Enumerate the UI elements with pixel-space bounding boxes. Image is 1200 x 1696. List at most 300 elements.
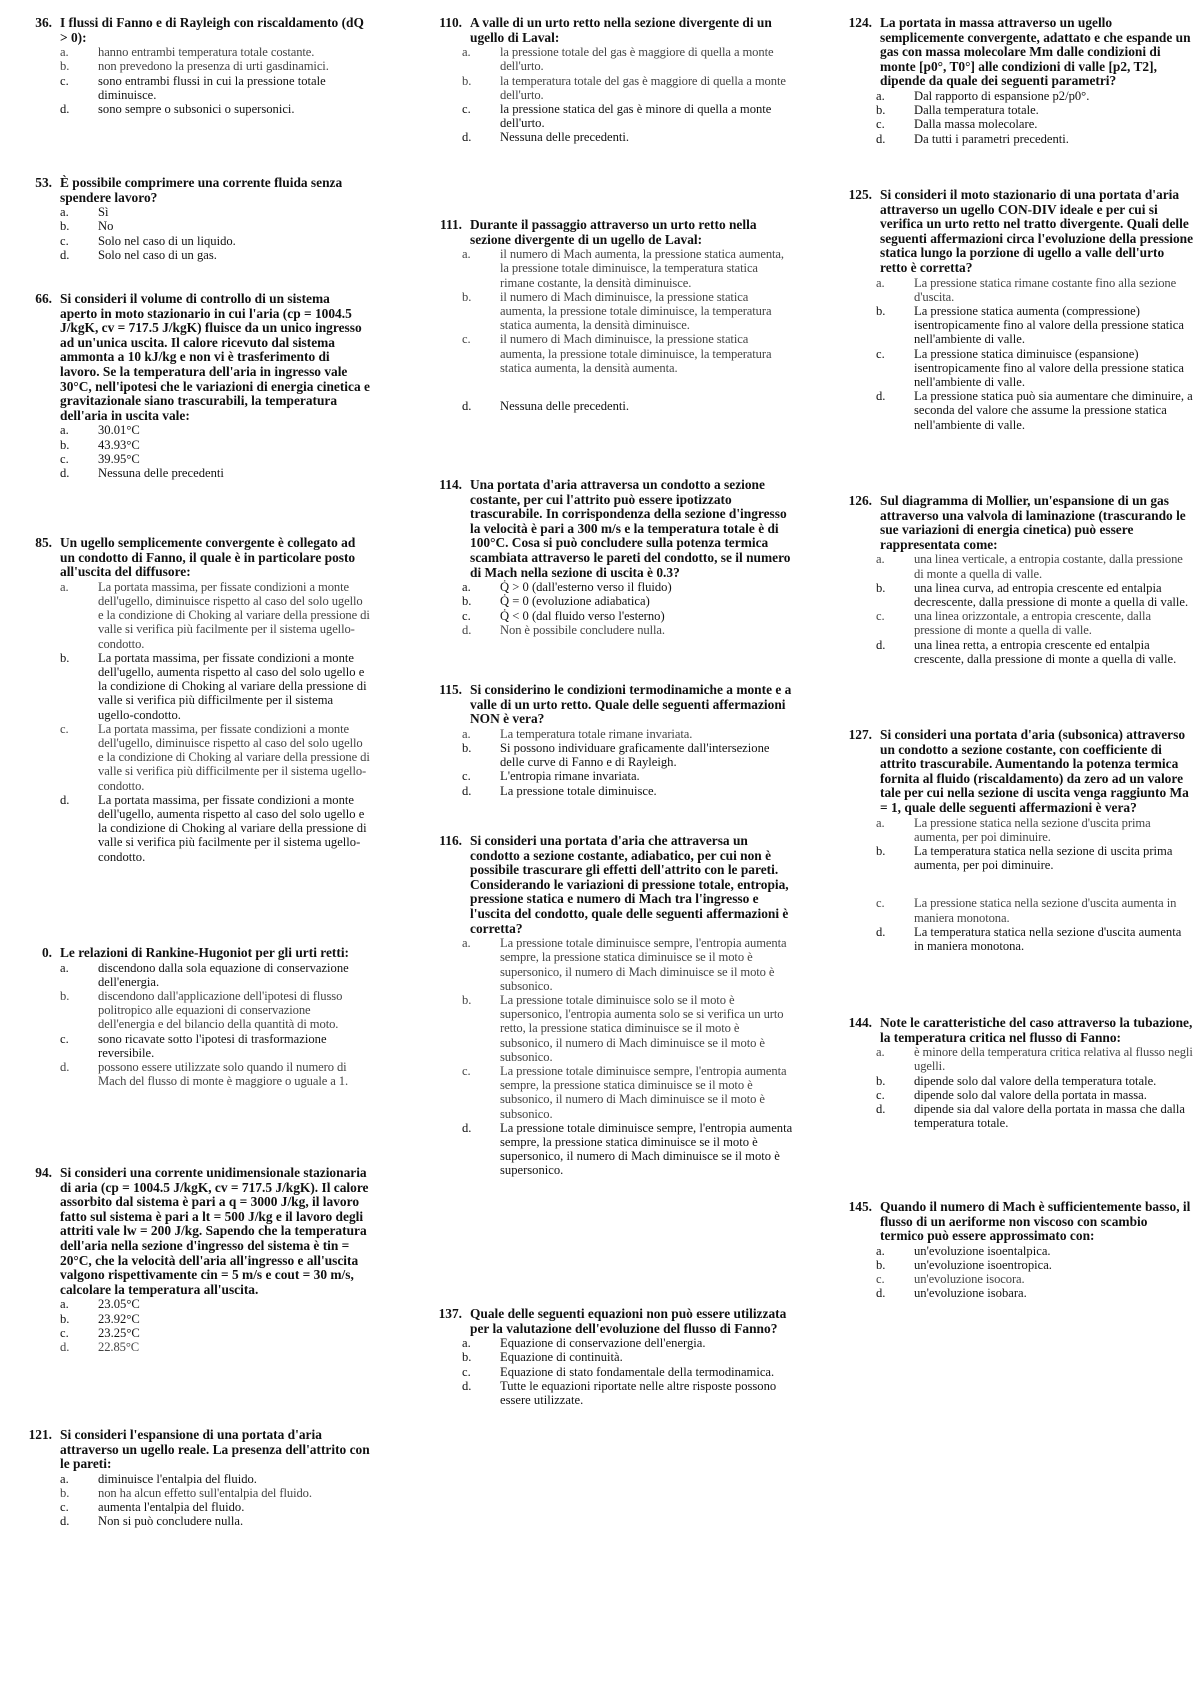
answer-option [428,936,794,993]
option-letter: b. [60,1311,70,1326]
question [838,188,1194,432]
answer-option [8,722,370,793]
option-text: 23.25°C [98,1325,140,1340]
question-number: 36. [35,15,52,30]
option-text: La temperatura statica nella sezione di uscita prima aumenta, per poi diminuire. [914,843,1173,873]
answer-option [428,594,794,608]
option-letter: b. [462,992,472,1007]
answer-option [428,623,794,637]
question-header [838,494,1194,552]
answer-option [838,1258,1194,1272]
option-letter: d. [60,1060,70,1075]
option-letter: a. [60,1297,69,1312]
option-letter: d. [876,924,886,939]
option-text: dipende sia dal valore della portata in massa che dalla temperatura totale. [914,1102,1186,1131]
question-text: Quale delle seguenti equazioni non può essere utilizzata per la valutazione dell'evoluzione del flusso di Fanno? [470,1306,787,1336]
question-number: 145. [848,1199,872,1214]
option-letter: c. [462,769,471,784]
option-letter: c. [60,1500,69,1515]
option-text: La portata massima, per fissate condizioni a monte dell'ugello, diminuisce rispetto al caso del solo ugello e la condizione di Choking al variare della pressione di valle si verifica più facilmente per il sistema ugello-condotto. [98,579,370,651]
answer-option [428,993,794,1064]
option-text: L'entropia rimane invariata. [500,769,640,784]
option-text: sono entrambi flussi in cui la pressione totale diminuisce. [98,73,326,102]
answer-option [428,1379,794,1407]
question-header [8,1166,370,1297]
option-text: Dal rapporto di espansione p2/p0°. [914,88,1090,103]
answer-option [8,1500,370,1514]
question-header [428,1307,794,1336]
option-letter: d. [462,1378,472,1393]
question-header [8,16,370,45]
question [838,1016,1194,1130]
question [838,1200,1194,1301]
answer-option [8,989,370,1032]
question-text: Si consideri il moto stazionario di una portata d'aria attraverso un ugello CON-DIV ideale e per cui si verifica un urto retto nel tratto divergente. Quali delle seguenti affermazioni circa l'evoluzione della pressione statica lungo la porzione di ugello a valle dell'urto retto è corretta? [880,187,1194,275]
answer-option [8,452,370,466]
option-letter: a. [462,247,471,262]
option-letter: d. [462,1120,472,1135]
option-text: possono essere utilizzate solo quando il numero di Mach del flusso di monte è maggiore o uguale a 1. [98,1060,349,1089]
option-letter: b. [462,1350,472,1365]
answer-option [8,1326,370,1340]
question-header [838,1200,1194,1244]
answer-option [8,1297,370,1311]
answer-option [428,290,794,333]
option-letter: c. [60,721,69,736]
question-number: 144. [848,1015,872,1030]
answer-options [8,961,370,1089]
option-text: La temperatura totale rimane invariata. [500,726,693,741]
answer-option [8,580,370,651]
option-letter: b. [60,1485,70,1500]
answer-option [428,332,794,375]
option-letter: a. [876,815,885,830]
answer-option [428,102,794,130]
question-header [838,728,1194,816]
option-letter: a. [60,579,69,594]
option-text: Non è possibile concludere nulla. [500,622,665,637]
answer-options [428,45,794,144]
answer-option [8,793,370,864]
option-letter: d. [60,1514,70,1529]
answer-option [838,1102,1194,1130]
option-text: La pressione totale diminuisce solo se il moto è supersonico, l'entropia aumenta solo se si verifica un urto retto, la pressione statica diminuisce se il moto è subsonico, il numero di Mach diminuisce se il moto è subsonico. [500,992,784,1064]
question-header [838,16,1194,89]
answer-option [838,132,1194,146]
answer-option [428,784,794,798]
question [428,218,794,413]
option-text: una linea curva, ad entropia crescente ed entalpia decrescente, dalla pressione di monte a quella di valle. [914,580,1189,609]
question [8,16,370,116]
option-text: Q̇ = 0 (evoluzione adiabatica) [500,594,650,609]
answer-options [8,1297,370,1354]
answer-option [838,389,1194,432]
answer-option [838,276,1194,304]
question [8,176,370,262]
answer-option [838,816,1194,844]
question-text: Quando il numero di Mach è sufficientemente basso, il flusso di un aeriforme non viscoso con scambio termico può essere approssimato con: [880,1199,1191,1244]
option-text: Q̇ > 0 (dall'esterno verso il fluido) [500,580,672,595]
answer-option [838,1045,1194,1073]
option-text: un'evoluzione isobara. [914,1286,1027,1301]
answer-option [8,423,370,437]
answer-options [838,276,1194,432]
question-text: Le relazioni di Rankine-Hugoniot per gli urti retti: [60,945,350,960]
answer-option [8,651,370,722]
answer-options [8,423,370,480]
option-text: Q̇ < 0 (dal fluido verso l'esterno) [500,608,665,623]
answer-option [428,1064,794,1121]
option-text: No [98,219,114,234]
option-text: Dalla temperatura totale. [914,103,1039,118]
option-text: una linea orizzontale, a entropia crescente, dalla pressione di monte a quella di valle. [914,609,1151,638]
answer-option [428,609,794,623]
option-letter: a. [462,1336,471,1351]
option-text: 39.95°C [98,451,140,466]
answer-option [428,247,794,290]
answer-option [8,466,370,480]
option-letter: b. [462,740,472,755]
question-number: 94. [35,1165,52,1180]
option-letter: c. [462,1063,471,1078]
question-number: 114. [439,477,462,492]
option-text: una linea retta, a entropia crescente ed entalpia crescente, dalla pressione di monte a quella di valle. [914,637,1177,666]
option-letter: d. [60,247,70,262]
answer-option [428,1365,794,1379]
question-header [428,478,794,580]
option-letter: a. [60,423,69,438]
option-text: La pressione statica nella sezione d'uscita prima aumenta, per poi diminuire. [914,815,1151,844]
answer-option [8,438,370,452]
option-letter: c. [462,332,471,347]
answer-option [8,1312,370,1326]
question-header [8,946,370,961]
option-letter: c. [60,1325,69,1340]
answer-option [428,399,794,413]
option-text: dipende solo dal valore della temperatura totale. [914,1073,1157,1088]
question-number: 0. [41,945,52,960]
question-header [838,188,1194,276]
option-text: aumenta l'entalpia del fluido. [98,1500,245,1515]
option-text: è minore della temperatura critica relativa al flusso negli ugelli. [914,1045,1193,1074]
option-letter: a. [60,1471,69,1486]
option-letter: c. [60,233,69,248]
question [838,728,1194,953]
option-text: non ha alcun effetto sull'entalpia del fluido. [98,1485,312,1500]
option-text: Sì [98,205,109,220]
option-letter: d. [876,131,886,146]
option-letter: b. [60,59,70,74]
answer-option [8,234,370,248]
option-text: Da tutti i parametri precedenti. [914,131,1069,146]
answer-option [8,205,370,219]
answer-option [428,580,794,594]
answer-option [8,1514,370,1528]
answer-option [8,961,370,989]
option-letter: c. [876,1087,885,1102]
option-text: Nessuna delle precedenti. [500,130,630,145]
option-text: La pressione statica rimane costante fino alla sezione d'uscita. [914,275,1177,304]
option-letter: c. [876,609,885,624]
answer-options [8,580,370,864]
answer-options [838,1244,1194,1301]
answer-options [838,89,1194,146]
option-text: la temperatura totale del gas è maggiore di quella a monte dell'urto. [500,73,786,102]
option-letter: d. [462,783,472,798]
answer-options [8,205,370,262]
option-letter: a. [60,45,69,60]
option-letter: b. [60,219,70,234]
answer-option [838,844,1194,872]
option-letter: d. [462,399,472,414]
answer-options [428,247,794,413]
question [838,16,1194,146]
question [428,478,794,637]
option-text: Equazione di stato fondamentale della termodinamica. [500,1364,775,1379]
option-letter: b. [876,1257,886,1272]
question [8,946,370,1088]
option-text: 30.01°C [98,423,140,438]
option-text: La portata massima, per fissate condizioni a monte dell'ugello, aumenta rispetto al caso del solo ugello e la condizione di Choking al variare della pressione di valle si verifica più difficilmente per il sistema ugello-condotto. [98,650,367,722]
question-number: 127. [848,727,872,742]
option-letter: c. [876,117,885,132]
question-number: 85. [35,535,52,550]
option-text: Solo nel caso di un gas. [98,247,217,262]
option-text: La pressione totale diminuisce sempre, l'entropia aumenta sempre, la pressione statica diminuisce se il moto è subsonico, il numero di Mach diminuisce se il moto è subsonico. [500,1063,787,1121]
question-number: 137. [438,1306,462,1321]
option-text: sono ricavate sotto l'ipotesi di trasformazione reversibile. [98,1031,327,1060]
answer-option [838,581,1194,609]
question-number: 111. [440,217,462,232]
question [8,1166,370,1354]
option-text: La pressione totale diminuisce. [500,783,657,798]
answer-options [838,816,1194,954]
option-letter: d. [876,1286,886,1301]
answer-option [428,1121,794,1178]
question [428,683,794,798]
answer-options [838,552,1194,666]
answer-options [838,1045,1194,1130]
question-header [8,536,370,580]
option-letter: d. [60,465,70,480]
answer-option [8,1060,370,1088]
answer-option [428,45,794,73]
option-text: Si possono individuare graficamente dall'intersezione delle curve di Fanno e di Rayleigh. [500,740,770,770]
option-letter: d. [462,622,472,637]
option-letter: c. [60,73,69,88]
option-letter: d. [876,1102,886,1116]
answer-option [838,347,1194,390]
option-letter: b. [876,843,886,858]
option-letter: c. [60,451,69,466]
option-letter: c. [60,1031,69,1046]
option-text: discendono dall'applicazione dell'ipotesi di flusso politropico alle equazioni di conservazione dell'energia e del bilancio della quantità di moto. [98,989,343,1032]
option-text: non prevedono la presenza di urti gasdinamici. [98,59,329,74]
option-letter: c. [876,896,885,911]
option-letter: a. [876,552,885,567]
option-letter: b. [60,989,70,1003]
question-number: 66. [35,291,52,306]
option-letter: b. [876,103,886,118]
question-header [8,292,370,423]
question-text: Sul diagramma di Mollier, un'espansione di un gas attraverso una valvola di laminazione (trascurando le sue variazioni di energia cinetica) può essere rappresentata come: [880,493,1186,552]
option-letter: a. [462,45,471,60]
option-letter: a. [876,88,885,103]
option-letter: b. [60,650,70,665]
answer-options [428,936,794,1177]
option-letter: c. [876,346,885,361]
answer-option [838,896,1194,924]
option-text: La pressione statica aumenta (compressione) isentropicamente fino al valore della pressione statica nell'ambiente di valle. [914,303,1184,347]
option-letter: b. [462,73,472,88]
answer-option [8,1486,370,1500]
question-text: Si consideri una portata d'aria che attraversa un condotto a sezione costante, adiabatico, per cui non è possibile trascurare gli effetti dell'attrito con le pareti. Considerando le variazioni di pressione totale, entropia, pressione statica e numero di Mach tra l'ingresso e l'uscita del condotto, quale delle seguenti affermazioni è corretta? [470,833,789,936]
option-text: hanno entrambi temperatura totale costante. [98,45,315,60]
answer-option [8,45,370,59]
question-header [428,218,794,247]
option-text: Nessuna delle precedenti [98,465,224,480]
option-letter: a. [462,726,471,741]
option-letter: d. [462,130,472,145]
answer-options [428,727,794,798]
answer-option [838,117,1194,131]
option-text: un'evoluzione isoentalpica. [914,1243,1051,1258]
question-header [8,1428,370,1472]
option-letter: d. [876,389,886,404]
option-text: Non si può concludere nulla. [98,1514,244,1529]
option-text: La temperatura statica nella sezione d'uscita aumenta in maniera monotona. [914,924,1182,953]
question-text: Un ugello semplicemente convergente è collegato ad un condotto di Fanno, il quale è in particolare posto all'uscita del diffusore: [60,535,356,580]
question-text: La portata in massa attraverso un ugello semplicemente convergente, adattato e che espande un gas con massa molecolare Mm dalle condizioni di monte [p0°, T0°] alle condizioni di valle [p2, T2], dipende da quale dei seguenti parametri? [880,15,1191,89]
question-text: È possibile comprimere una corrente fluida senza spendere lavoro? [60,175,343,205]
answer-option [838,1244,1194,1258]
option-text: la pressione totale del gas è maggiore di quella a monte dell'urto. [500,45,774,74]
option-letter: d. [60,792,70,807]
question-text: Una portata d'aria attraversa un condotto a sezione costante, per cui l'attrito può essere ipotizzato trascurabile. In corrispondenza della sezione d'ingresso la velocità è pari a 300 m/s e la temperatura totale è di 100°C. Cosa si può concludere sulla potenza termica scambiata attraverso le pareti del condotto, se il numero di Mach nella sezione di uscita è 0.3? [470,477,791,580]
option-text: Nessuna delle precedenti. [500,399,630,414]
question [428,834,794,1178]
option-text: La pressione totale diminuisce sempre, l'entropia aumenta sempre, la pressione statica diminuisce se il moto è supersonico, il numero di Mach diminuisce se il moto è supersonico. [500,1120,793,1178]
option-text: Equazione di conservazione dell'energia. [500,1336,706,1351]
answer-options [428,1336,794,1407]
question [428,16,794,145]
option-letter: d. [876,637,886,652]
option-letter: a. [462,936,471,951]
answer-option [8,59,370,73]
answer-option [8,1032,370,1060]
option-letter: a. [876,1045,885,1060]
answer-option [838,638,1194,666]
question-header [428,683,794,727]
question-number: 124. [848,15,872,30]
question-header [838,1016,1194,1045]
answer-options [8,45,370,116]
option-letter: c. [876,1272,885,1287]
option-text: 22.85°C [98,1339,140,1354]
question-text: I flussi di Fanno e di Rayleigh con riscaldamento (dQ > 0): [60,15,364,45]
option-text: la pressione statica del gas è minore di quella a monte dell'urto. [500,102,772,131]
spacer [428,375,794,399]
question-number: 53. [35,175,52,190]
option-text: 23.92°C [98,1311,140,1326]
question-text: Si consideri una corrente unidimensionale stazionaria di aria (cp = 1004.5 J/kgK, cv = 717.5 J/kgK). Il calore assorbito dal sistema è pari a q = 3000 J/kg, il lavoro fatto sul sistema è pari a lt = 500 J/kg e il lavoro degli attriti vale lw = 200 J/kg. Sapendo che la temperatura dell'aria nella sezione d'ingresso del sistema è tin = 20°C, che la velocità dell'aria all'ingresso e all'uscita valgono rispettivamente cin = 5 m/s e cout = 30 m/s, calcolare la temperatura all'uscita. [60,1165,369,1297]
answer-option [838,1286,1194,1300]
question-number: 115. [439,682,462,697]
option-letter: a. [876,275,885,290]
question-number: 126. [848,493,872,508]
answer-option [838,1088,1194,1102]
answer-options [8,1472,370,1529]
question-header [8,176,370,205]
question-text: A valle di un urto retto nella sezione divergente di un ugello di Laval: [470,15,772,45]
option-text: 23.05°C [98,1297,140,1312]
question [428,1307,794,1407]
option-text: il numero di Mach aumenta, la pressione statica aumenta, la pressione totale diminuisce, la temperatura statica rimane costante, la densità diminuisce. [500,247,784,290]
question-number: 110. [439,15,462,30]
option-text: il numero di Mach diminuisce, la pressione statica aumenta, la pressione totale diminuisce, la temperatura statica aumenta, la densità aumenta. [500,332,772,375]
question-text: Si consideri il volume di controllo di un sistema aperto in moto stazionario in cui l'aria (cp = 1004.5 J/kgK, cv = 717.5 J/kgK) fluisce da un unico ingresso ad un'unica uscita. Il calore ricevuto dal sistema ammonta a 10 kJ/kg e non vi è trasferimento di lavoro. Se la temperatura dell'aria in ingresso vale 30°C, nell'ipotesi che le variazioni di energia cinetica e gravitazionale siano trascurabili, la temperatura dell'aria in uscita vale: [60,291,370,423]
question-header [428,834,794,936]
option-letter: c. [462,608,471,623]
answer-option [8,1340,370,1354]
option-text: La pressione statica diminuisce (espansione) isentropicamente fino al valore della pressione statica nell'ambiente di valle. [914,346,1184,389]
answer-option [838,103,1194,117]
answer-option [428,741,794,769]
question-number: 125. [848,187,872,202]
option-letter: b. [876,580,886,595]
option-text: La pressione statica nella sezione d'uscita aumenta in maniera monotona. [914,896,1177,925]
answer-option [428,727,794,741]
question [8,292,370,480]
answer-option [428,1350,794,1364]
option-letter: a. [876,1243,885,1258]
answer-option [428,130,794,144]
option-text: La pressione totale diminuisce sempre, l'entropia aumenta sempre, la pressione statica diminuisce se il moto è supersonico, il numero di Mach diminuisce se il moto è subsonico. [500,936,787,993]
option-text: dipende solo dal valore della portata in massa. [914,1087,1147,1102]
option-text: Tutte le equazioni riportate nelle altre risposte possono essere utilizzate. [500,1378,777,1407]
option-letter: a. [60,960,69,975]
question-number: 121. [28,1427,52,1442]
option-letter: b. [462,594,472,609]
option-text: una linea verticale, a entropia costante, dalla pressione di monte a quella di valle. [914,552,1183,581]
answer-option [838,925,1194,953]
answer-option [8,102,370,116]
question [8,536,370,864]
option-letter: b. [876,303,886,318]
option-text: La portata massima, per fissate condizioni a monte dell'ugello, aumenta rispetto al caso del solo ugello e la condizione di Choking al variare della pressione di valle si verifica più facilmente per il sistema ugello-condotto. [98,792,367,864]
answer-option [428,769,794,783]
option-letter: d. [60,102,70,116]
question-text: Si consideri una portata d'aria (subsonica) attraverso un condotto a sezione costante, con coefficiente di attrito trascurabile. Aumentando la potenza termica fornita al fluido (riscaldamento) da zero ad un valore tale per cui nella sezione di uscita venga raggiunto Ma = 1, quale delle seguenti affermazioni è vera? [880,727,1189,815]
option-text: 43.93°C [98,437,140,452]
question-number: 116. [439,833,462,848]
answer-option [8,219,370,233]
option-text: discendono dalla sola equazione di conservazione dell'energia. [98,960,349,989]
question-text: Note le caratteristiche del caso attraverso la tubazione, la temperatura critica nel flusso di Fanno: [880,1015,1193,1045]
option-text: Solo nel caso di un liquido. [98,233,236,248]
option-letter: b. [462,289,472,304]
option-text: Equazione di continuità. [500,1350,623,1365]
option-text: diminuisce l'entalpia del fluido. [98,1471,257,1486]
answer-option [838,1272,1194,1286]
answer-option [428,1336,794,1350]
question [8,1428,370,1529]
question-text: Si considerino le condizioni termodinamiche a monte e a valle di un urto retto. Quale delle seguenti affermazioni NON è vera? [470,682,792,727]
question [838,494,1194,666]
answer-option [838,552,1194,580]
option-letter: d. [60,1339,70,1354]
answer-option [428,74,794,102]
